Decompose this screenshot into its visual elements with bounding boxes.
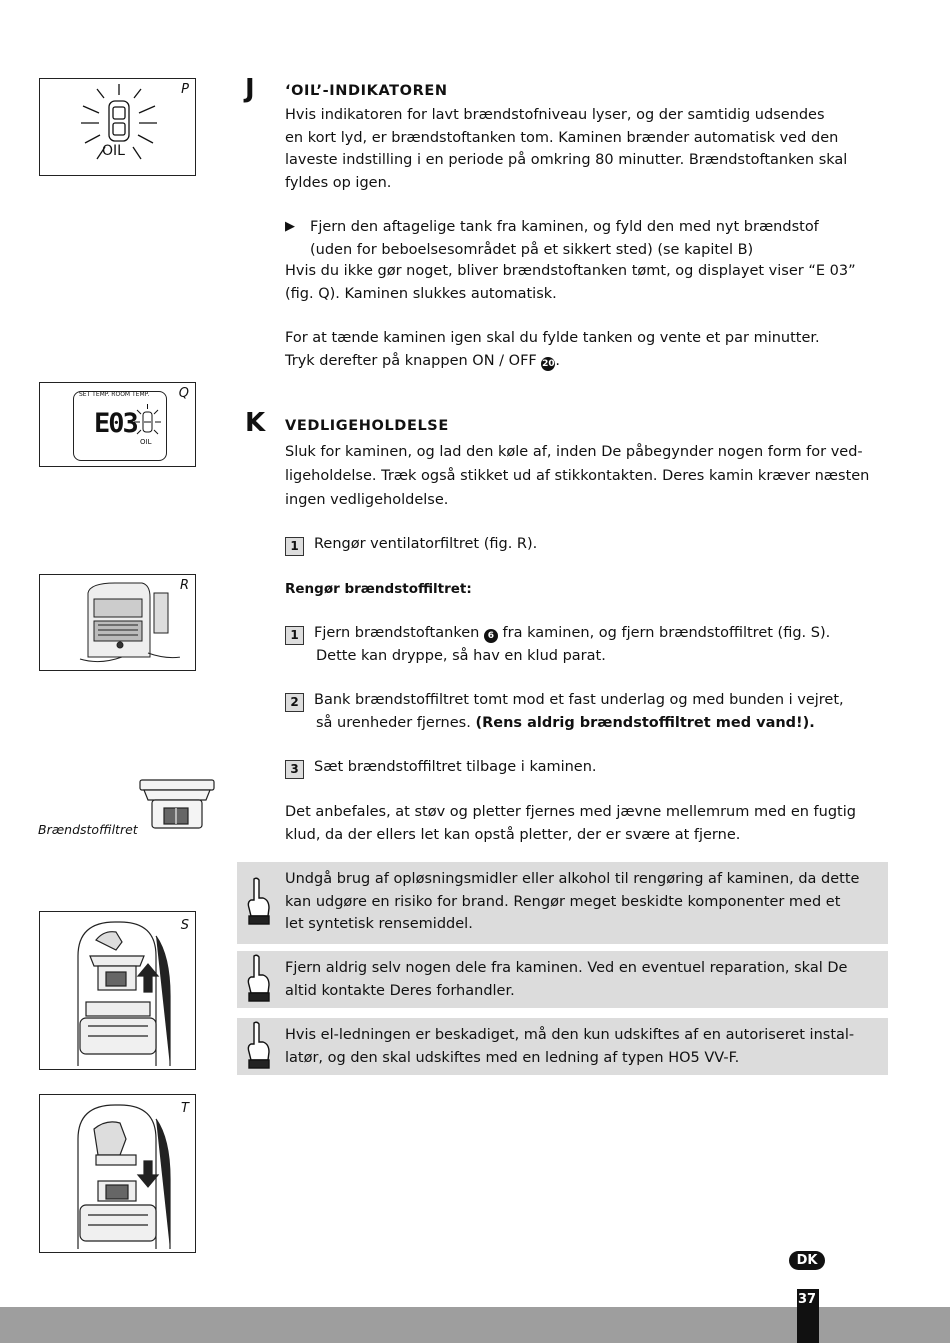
oil-indicator-icon xyxy=(75,81,165,173)
note-box-3 xyxy=(237,1018,888,1075)
text-run: Fjern brændstoftanken xyxy=(314,625,484,641)
display-header: SET TEMP. ROOM TEMP. xyxy=(79,391,150,398)
text-line: let syntetisk rensemiddel. xyxy=(285,916,473,932)
section-j-paragraph-2 xyxy=(285,260,885,305)
section-j-letter: J xyxy=(245,74,255,104)
subheading-fuel-filter: Rengør brændstoffiltret: xyxy=(285,581,472,597)
text-line: Fjern den aftagelige tank fra kaminen, og fyld den med nyt brændstof xyxy=(310,219,819,235)
figure-t-label: T xyxy=(181,1101,189,1116)
section-j-paragraph-3 xyxy=(285,327,885,372)
text-line: Sluk for kaminen, og lad den køle af, inden De påbegynder nogen form for ved- xyxy=(285,444,863,460)
insert-filter-illustration xyxy=(60,1099,180,1249)
figure-q-label: Q xyxy=(178,386,189,401)
text-line: (uden for beboelsesområdet på et sikkert sted) (se kapitel B) xyxy=(310,241,754,258)
figure-q xyxy=(39,382,196,467)
step-1 xyxy=(285,622,895,668)
note-text xyxy=(285,1024,865,1069)
figure-s-label: S xyxy=(180,918,189,933)
step-text: Sæt brændstoffiltret tilbage i kaminen. xyxy=(314,759,597,775)
fuel-filter-illustration xyxy=(138,778,216,834)
step-number: 1 xyxy=(285,537,304,556)
warning-text: (Rens aldrig brændstoffiltret med vand!). xyxy=(475,715,815,731)
figure-t xyxy=(39,1094,196,1253)
display-value: E03 xyxy=(94,408,137,439)
oil-text: OIL xyxy=(102,143,125,159)
section-k-letter: K xyxy=(245,408,266,438)
page-number: 37 xyxy=(798,1292,817,1307)
step-number: 3 xyxy=(285,760,304,779)
text-line: For at tænde kaminen igen skal du fylde tanken og vente et par minutter. xyxy=(285,330,820,346)
figure-p xyxy=(39,78,196,176)
section-k-intro xyxy=(285,440,885,512)
oil-text-small: OIL xyxy=(140,438,152,446)
step-2 xyxy=(285,689,895,735)
text-line: Hvis du ikke gør noget, bliver brændstoftanken tømt, og displayet viser “E 03” xyxy=(285,263,856,279)
text-line: Undgå brug af opløsningsmidler eller alkohol til rengøring af kaminen, da dette xyxy=(285,871,860,887)
text-run: fra kaminen, og fjern brændstoffiltret (fig. S). xyxy=(497,625,831,641)
section-k-closing xyxy=(285,801,885,846)
remove-filter-illustration xyxy=(60,916,180,1066)
text-line: Hvis indikatoren for lavt brændstofniveau lyser, og der samtidig udsendes xyxy=(285,107,825,123)
ref-number-badge: 20 xyxy=(542,358,555,369)
text-line: Fjern aldrig selv nogen dele fra kaminen. Ved en eventuel reparation, skal De xyxy=(285,960,848,976)
figure-r xyxy=(39,574,196,671)
section-j-title: ‘OIL’-INDIKATOREN xyxy=(285,83,448,99)
text-line: Dette kan dryppe, så hav en klud parat. xyxy=(316,648,606,664)
heater-back-illustration xyxy=(70,579,180,669)
text-line: Det anbefales, at støv og pletter fjernes med jævne mellemrum med en fugtig xyxy=(285,804,856,820)
note-box-1 xyxy=(237,862,888,944)
text-line: altid kontakte Deres forhandler. xyxy=(285,982,515,999)
section-k-title: VEDLIGEHOLDELSE xyxy=(285,418,449,434)
language-badge: DK xyxy=(789,1251,825,1270)
ref-number-badge: 6 xyxy=(484,629,498,643)
text-run: så urenheder fjernes. xyxy=(316,715,476,731)
note-text xyxy=(285,957,865,1002)
section-j-paragraph-1 xyxy=(285,104,885,194)
text-run: Tryk derefter på knappen ON / OFF xyxy=(285,352,542,369)
text-line: laveste indstilling i en periode på omkring 80 minutter. Brændstoftanken skal xyxy=(285,152,848,168)
figure-p-label: P xyxy=(181,82,189,97)
step-3 xyxy=(285,756,885,779)
text-line: klud, da der ellers let kan opstå pletter, der er svære at fjerne. xyxy=(285,826,741,843)
figure-r-label: R xyxy=(179,578,189,593)
bullet-arrow-icon: ▶ xyxy=(285,219,295,234)
section-j-bullet xyxy=(310,216,890,261)
pointing-hand-icon xyxy=(243,1020,273,1072)
lcd-display xyxy=(73,391,167,461)
text-line: en kort lyd, er brændstoftanken tom. Kaminen brænder automatisk ved den xyxy=(285,129,839,146)
step-ventilator-filter xyxy=(285,533,885,556)
step-number: 1 xyxy=(285,626,304,645)
text-line: latør, og den skal udskiftes med en ledning af typen HO5 VV-F. xyxy=(285,1049,740,1066)
text-line xyxy=(285,689,895,712)
text-line: ingen vedligeholdelse. xyxy=(285,492,449,508)
pointing-hand-icon xyxy=(243,876,273,928)
text-line: (fig. Q). Kaminen slukkes automatisk. xyxy=(285,285,557,302)
page-number-tab xyxy=(797,1289,819,1343)
text-line: fyldes op igen. xyxy=(285,174,392,191)
text-line: kan udgøre en risiko for brand. Rengør meget beskidte komponenter med et xyxy=(285,893,841,910)
filter-caption: Brændstoffiltret xyxy=(38,822,138,837)
step-number: 2 xyxy=(285,693,304,712)
note-text xyxy=(285,868,865,936)
text-line: ligeholdelse. Træk også stikket ud af stikkontakten. Deres kamin kræver næsten xyxy=(285,468,870,484)
text-line xyxy=(285,622,895,645)
figure-s xyxy=(39,911,196,1070)
text-line: Hvis el-ledningen er beskadiget, må den kun udskiftes af en autoriseret instal- xyxy=(285,1027,855,1043)
text-line xyxy=(285,712,895,735)
text-run: . xyxy=(555,352,560,369)
step-text: Rengør ventilatorfiltret (fig. R). xyxy=(314,536,538,552)
text-run: Bank brændstoffiltret tomt mod et fast underlag og med bunden i vejret, xyxy=(314,692,844,708)
pointing-hand-icon xyxy=(243,953,273,1005)
note-box-2 xyxy=(237,951,888,1008)
text-line xyxy=(285,350,885,373)
